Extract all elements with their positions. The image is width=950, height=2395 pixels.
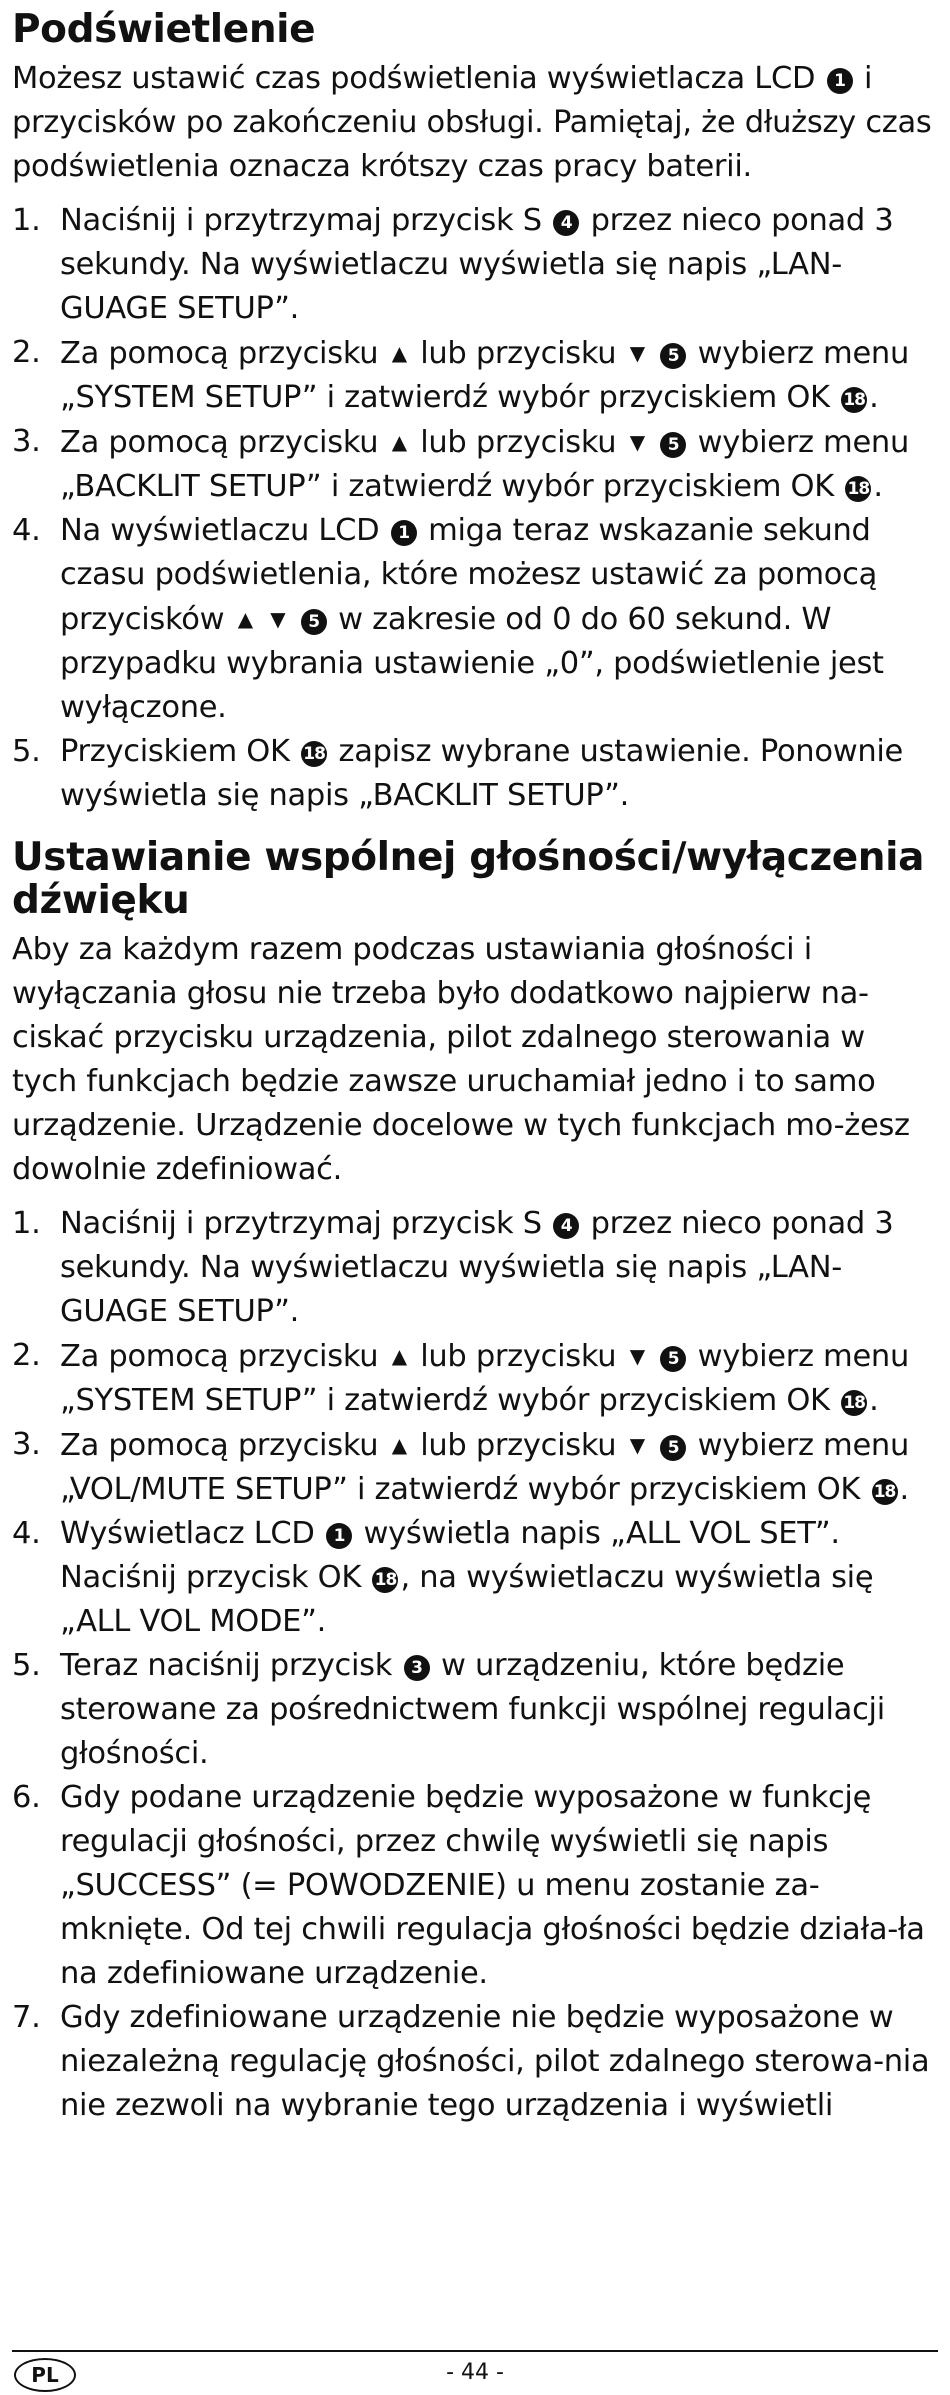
list-item: 5. Przyciskiem OK 18 zapisz wybrane ustawienie. Ponownie wyświetla się napis „BACKLIT SETUP”.: [12, 734, 904, 813]
list-item: 5. Teraz naciśnij przycisk 3 w urządzeniu, które będzie sterowane za pośrednictwem funkcji wspólnej regulacji głośności.: [12, 1648, 885, 1771]
badge-4-icon: 4: [553, 210, 579, 236]
volume-intro: Aby za każdym razem podczas ustawiania głośności i wyłączania głosu nie trzeba było dodatkowo najpierw na-ciskać przycisku urządzenia, pilot zdalnego sterowania w tych funkcjach będzie zawsze uruchamiał jedno i to samo urządzenie. Urządzenie docelowe w tych funkcjach mo-żesz dowolnie zdefiniować.: [12, 932, 910, 1187]
list-item: 1. Naciśnij i przytrzymaj przycisk S 4 przez nieco ponad 3 sekundy. Na wyświetlaczu wyświetla się napis „LAN-GUAGE SETUP”.: [12, 203, 894, 326]
manual-page: [12, 8, 934, 2128]
arrow-down-icon: ▼: [629, 1433, 645, 1457]
badge-1-icon: 1: [326, 1523, 352, 1549]
list-item: 4. Na wyświetlaczu LCD 1 miga teraz wskazanie sekund czasu podświetlenia, które możesz ustawić za pomocą przycisków ▲ ▼ 5 w zakresie od 0 do 60 sekund. W przypadku wybrania ustawienie „0”, podświetlenie jest wyłączone.: [12, 513, 884, 725]
arrow-down-icon: ▼: [270, 607, 286, 631]
badge-5-icon: 5: [660, 1435, 686, 1461]
list-item: 3. Za pomocą przycisku ▲ lub przycisku ▼ 5 wybierz menu „BACKLIT SETUP” i zatwierdź wybór przyciskiem OK 18 .: [12, 420, 934, 509]
arrow-down-icon: ▼: [629, 341, 645, 365]
language-badge: PL: [14, 2358, 76, 2392]
badge-18-icon: 18: [372, 1567, 398, 1593]
badge-18-icon: 18: [841, 387, 867, 413]
list-item: 2. Za pomocą przycisku ▲ lub przycisku ▼ 5 wybierz menu „SYSTEM SETUP” i zatwierdź wybór przyciskiem OK 18 .: [12, 1334, 934, 1423]
backlight-intro: Możesz ustawić czas podświetlenia wyświetlacza LCD 1 i przycisków po zakończeniu obsługi. Pamiętaj, że dłuższy czas podświetlenia oznacza krótszy czas pracy baterii.: [12, 61, 932, 184]
list-item: 1. Naciśnij i przytrzymaj przycisk S 4 przez nieco ponad 3 sekundy. Na wyświetlaczu wyświetla się napis „LAN-GUAGE SETUP”.: [12, 1206, 894, 1329]
arrow-up-icon: ▲: [391, 341, 407, 365]
list-item: 3. Za pomocą przycisku ▲ lub przycisku ▼ 5 wybierz menu „VOL/MUTE SETUP” i zatwierdź wybór przyciskiem OK 18 .: [12, 1423, 934, 1512]
badge-18-icon: 18: [845, 476, 871, 502]
list-item: 7. Gdy zdefiniowane urządzenie nie będzie wyposażone w niezależną regulację głośności, pilot zdalnego sterowa-nia nie zezwoli na wybranie tego urządzenia i wyświetli: [12, 2000, 930, 2123]
badge-5-icon: 5: [301, 609, 327, 635]
badge-18-icon: 18: [841, 1390, 867, 1416]
badge-1-icon: 1: [827, 68, 853, 94]
badge-3-icon: 3: [404, 1655, 430, 1681]
list-item: 6. Gdy podane urządzenie będzie wyposażone w funkcję regulacji głośności, przez chwilę wyświetli się napis „SUCCESS” (= POWODZENIE) u menu zostanie za-mknięte. Od tej chwili regulacja głośności będzie działa-ła na zdefiniowane urządzenie.: [12, 1780, 925, 1991]
list-item: 2. Za pomocą przycisku ▲ lub przycisku ▼ 5 wybierz menu „SYSTEM SETUP” i zatwierdź wybór przyciskiem OK 18 .: [12, 331, 934, 420]
volume-steps: [12, 1202, 934, 2128]
arrow-up-icon: ▲: [237, 607, 253, 631]
badge-18-icon: 18: [872, 1479, 898, 1505]
page-number: - 44 -: [446, 2360, 504, 2385]
badge-5-icon: 5: [660, 1346, 686, 1372]
footer-divider: [12, 2350, 938, 2352]
backlight-steps: [12, 199, 934, 818]
arrow-up-icon: ▲: [391, 430, 407, 454]
badge-5-icon: 5: [660, 343, 686, 369]
arrow-down-icon: ▼: [629, 430, 645, 454]
arrow-up-icon: ▲: [391, 1433, 407, 1457]
section-title-backlight: Podświetlenie: [12, 7, 316, 52]
arrow-up-icon: ▲: [391, 1344, 407, 1368]
badge-1-icon: 1: [391, 520, 417, 546]
badge-4-icon: 4: [553, 1213, 579, 1239]
arrow-down-icon: ▼: [629, 1344, 645, 1368]
section-title-volume: Ustawianie wspólnej głośności/wyłączenia dźwięku: [12, 835, 925, 923]
list-item: 4. Wyświetlacz LCD 1 wyświetla napis „ALL VOL SET”. Naciśnij przycisk OK 18 , na wyświetlaczu wyświetla się „ALL VOL MODE”.: [12, 1516, 874, 1639]
badge-18-icon: 18: [301, 741, 327, 767]
badge-5-icon: 5: [660, 432, 686, 458]
